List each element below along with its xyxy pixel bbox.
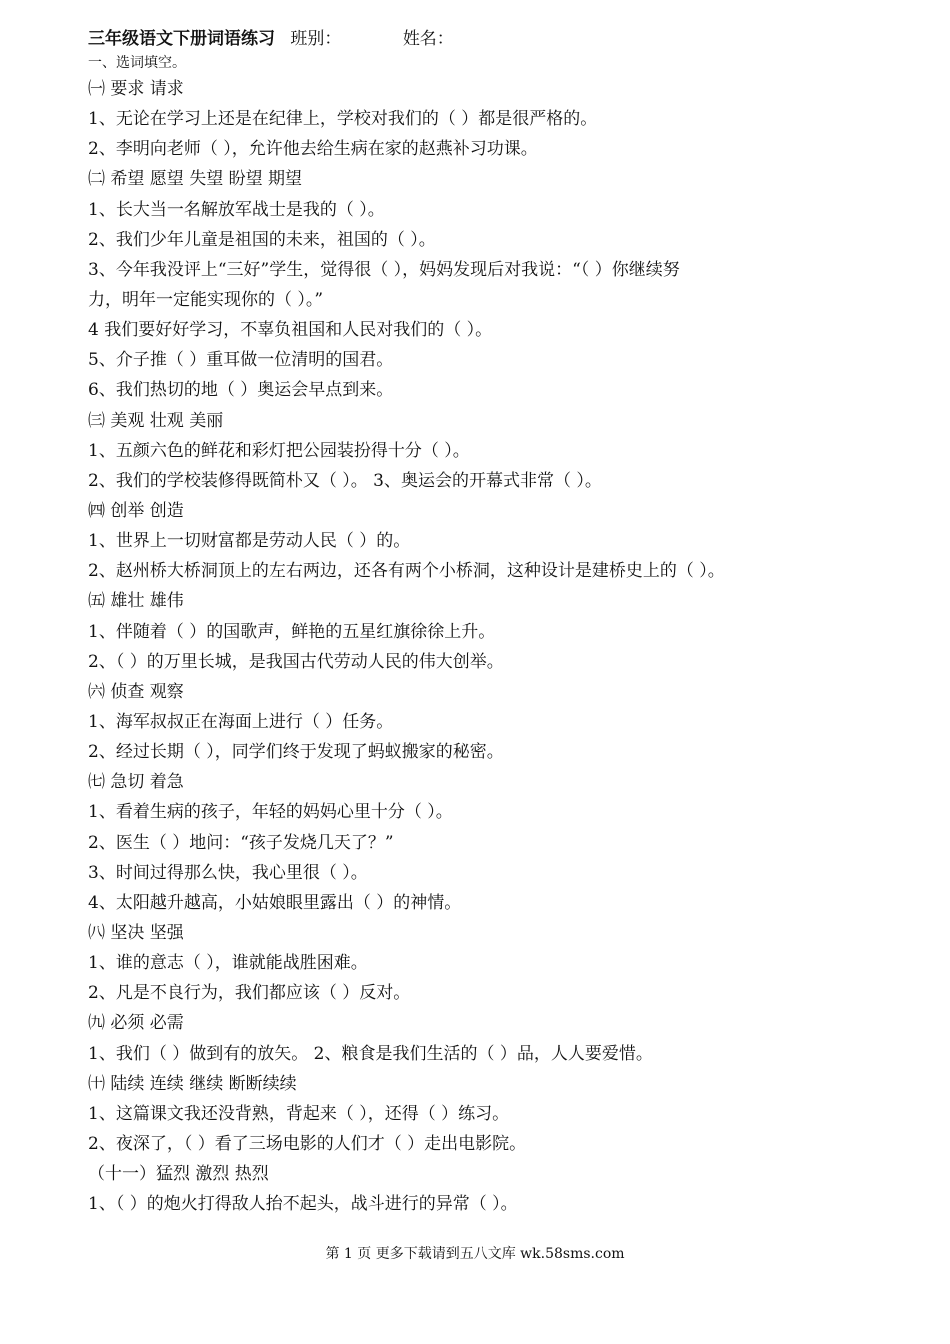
exercise-line: 2、我们的学校装修得既简朴又（ ）。 3、奥运会的开幕式非常（ ）。 [88,470,602,491]
exercise-line: 2、（ ）的万里长城，是我国古代劳动人民的伟大创举。 [88,651,504,672]
section-heading: 一、选词填空。 [88,55,186,71]
exercise-line: 4、太阳越升越高，小姑娘眼里露出（ ）的神情。 [88,892,462,913]
exercise-line: 1、谁的意志（ ），谁就能战胜困难。 [88,953,368,974]
exercise-line: ㈣ 创举 创造 [88,500,184,521]
exercise-line: ㈨ 必须 必需 [88,1013,184,1034]
exercise-line: （十一）猛烈 激烈 热烈 [88,1164,269,1185]
exercise-line: 2、赵州桥大桥洞顶上的左右两边，还各有两个小桥洞，这种设计是建桥史上的（ ）。 [88,561,725,582]
exercise-line: 6、我们热切的地（ ）奥运会早点到来。 [88,380,394,401]
exercise-line: 2、我们少年儿童是祖国的未来，祖国的（ ）。 [88,229,436,250]
exercise-line: 2、经过长期（ ），同学们终于发现了蚂蚁搬家的秘密。 [88,742,504,763]
exercise-line: ㈧ 坚决 坚强 [88,922,184,943]
page-footer: 第 1 页 更多下载请到五八文库 wk.58sms.com [325,1246,625,1262]
class-label: 班别： [290,29,342,49]
exercise-line: ㈡ 希望 愿望 失望 盼望 期望 [88,169,303,190]
exercise-line: 3、今年我没评上“三好”学生，觉得很（ ），妈妈发现后对我说：“（ ）你继续努 [88,259,680,280]
exercise-line: 4 我们要好好学习，不辜负祖国和人民对我们的（ ）。 [88,320,493,341]
worksheet-title: 三年级语文下册词语练习 [88,29,275,49]
exercise-line: 1、我们（ ）做到有的放矢。 2、粮食是我们生活的（ ）品，人人要爱惜。 [88,1043,653,1064]
exercise-line: 1、长大当一名解放军战士是我的（ ）。 [88,199,385,220]
exercise-line: 2、李明向老师（ ），允许他去给生病在家的赵燕补习功课。 [88,139,538,160]
exercise-list [88,74,878,1219]
exercise-line: ㈦ 急切 着急 [88,772,184,793]
exercise-line: 力，明年一定能实现你的（ ）。” [88,289,324,310]
exercise-line: ㈤ 雄壮 雄伟 [88,591,184,612]
exercise-line: ㈥ 侦查 观察 [88,681,184,702]
exercise-line: 2、凡是不良行为，我们都应该（ ）反对。 [88,983,411,1004]
exercise-line: ㈠ 要求 请求 [88,79,184,99]
exercise-line: 1、海军叔叔正在海面上进行（ ）任务。 [88,711,394,732]
exercise-line: 1、世界上一切财富都是劳动人民（ ）的。 [88,531,411,552]
exercise-line: 3、时间过得那么快，我心里很（ ）。 [88,862,368,883]
worksheet-header [88,26,454,52]
exercise-line: ㈩ 陆续 连续 继续 断断续续 [88,1073,297,1094]
exercise-line: 1、这篇课文我还没背熟，背起来（ ），还得（ ）练习。 [88,1103,510,1124]
name-label: 姓名： [402,29,454,49]
exercise-line: ㈢ 美观 壮观 美丽 [88,410,224,431]
exercise-line: 1、伴随着（ ）的国歌声，鲜艳的五星红旗徐徐上升。 [88,621,496,642]
exercise-line: 2、医生（ ）地问：“孩子发烧几天了？” [88,832,394,853]
exercise-line: 1、（ ）的炮火打得敌人抬不起头，战斗进行的异常（ ）。 [88,1194,518,1215]
exercise-line: 1、看着生病的孩子，年轻的妈妈心里十分（ ）。 [88,802,453,823]
exercise-line: 1、无论在学习上还是在纪律上，学校对我们的（ ）都是很严格的。 [88,109,598,130]
exercise-line: 2、夜深了，（ ）看了三场电影的人们才（ ）走出电影院。 [88,1133,527,1154]
exercise-line: 1、五颜六色的鲜花和彩灯把公园装扮得十分（ ）。 [88,440,470,461]
exercise-line: 5、介子推（ ）重耳做一位清明的国君。 [88,350,394,371]
